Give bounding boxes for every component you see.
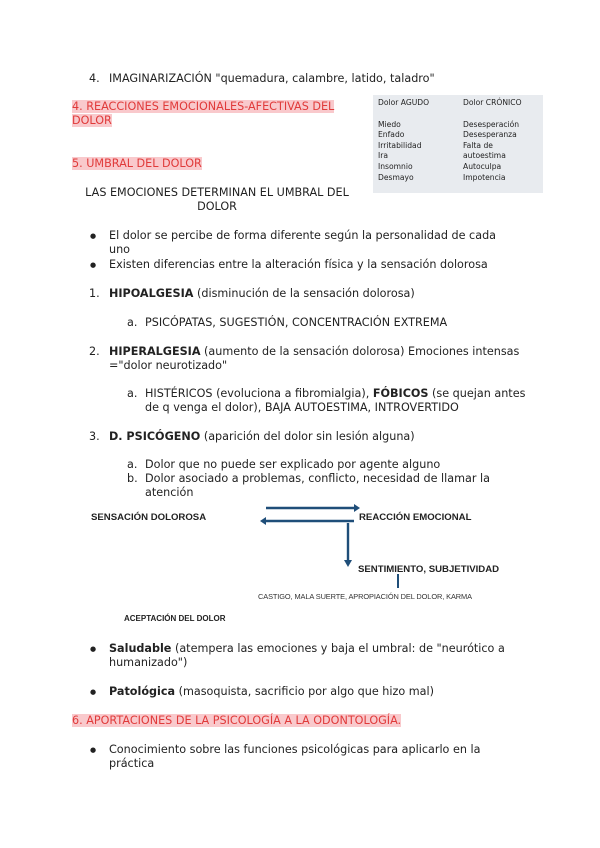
definition-line2: ="dolor neurotizado"	[109, 359, 228, 372]
sub-item	[127, 316, 448, 330]
term: HIPOALGESIA	[109, 287, 194, 300]
list-item-4	[89, 72, 435, 86]
acute-item: Ira	[378, 151, 389, 161]
section-title-line1: 4. REACCIONES EMOCIONALES-AFECTIVAS DEL	[72, 100, 335, 113]
chronic-item: Impotencia	[463, 172, 506, 182]
acute-column	[378, 98, 429, 183]
bullet-text: ● El dolor se percibe de forma diferente según la personalidad de cada	[109, 229, 497, 242]
sub-item	[127, 472, 545, 500]
sub-text: HISTÉRICOS (evoluciona a fibromialgia),	[145, 387, 373, 400]
diagram-aceptacion: ACEPTACIÓN DEL DOLOR	[124, 614, 226, 623]
bullet-item	[109, 685, 529, 699]
definition-line2: humanizado")	[109, 656, 188, 669]
sub-item	[127, 458, 441, 472]
term: Patológica	[109, 685, 176, 698]
numbered-item-1	[89, 287, 415, 301]
down-arrow	[342, 523, 354, 567]
diagram-sentimiento: SENTIMIENTO, SUBJETIVIDAD	[358, 564, 500, 575]
sub-text: Dolor asociado a problemas, conflicto, necesidad de llamar la	[145, 472, 490, 485]
definition: (aparición del dolor sin lesión alguna)	[200, 430, 415, 443]
sub-letter: a.	[127, 387, 138, 400]
section-title-line2: DOLOR	[72, 114, 112, 127]
sub-term: FÓBICOS	[372, 387, 429, 400]
sub-text: (se quejan antes	[428, 387, 526, 400]
bullet-item	[109, 642, 529, 670]
emotions-statement	[72, 186, 362, 214]
statement-line1: LAS EMOCIONES DETERMINAN EL UMBRAL DEL	[85, 186, 349, 199]
chronic-item: Desesperanza	[463, 130, 517, 140]
list-number: 3.	[89, 430, 100, 443]
list-number: 1.	[89, 287, 100, 300]
acute-item: Irritabilidad	[378, 140, 422, 150]
list-number: 4.	[89, 72, 100, 85]
definition: (disminución de la sensación dolorosa)	[193, 287, 415, 300]
definition: (aumento de la sensación dolorosa) Emociones intensas	[200, 345, 520, 358]
diagram-castigo: CASTIGO, MALA SUERTE, APROPIACIÓN DEL DOLOR, KARMA	[258, 592, 472, 601]
chronic-column	[463, 98, 522, 183]
definition: (masoquista, sacrificio por algo que hizo mal)	[175, 685, 435, 698]
definition: (atempera las emociones y baja el umbral: de "neurótico a	[171, 642, 505, 655]
bullet-item	[109, 229, 529, 257]
acute-item: Insomnio	[378, 161, 413, 171]
section-title: 5. UMBRAL DEL DOLOR	[72, 157, 202, 170]
chronic-item: autoestima	[463, 151, 506, 161]
small-down-arrow	[393, 574, 403, 590]
sub-letter: b.	[127, 472, 138, 485]
acute-item: Miedo	[378, 119, 401, 129]
chronic-item: Falta de	[463, 140, 493, 150]
sub-text-line2: de q venga el dolor), BAJA AUTOESTIMA, INTROVERTIDO	[145, 401, 459, 414]
section-heading-5	[72, 157, 202, 171]
diagram-reaccion: REACCIÓN EMOCIONAL	[359, 512, 472, 523]
sub-text: Dolor que no puede ser explicado por agente alguno	[145, 458, 441, 471]
chronic-header: Dolor CRÓNICO	[463, 98, 522, 107]
numbered-item-2	[89, 345, 549, 373]
sub-text: PSICÓPATAS, SUGESTIÓN, CONCENTRACIÓN EXTREMA	[145, 316, 448, 329]
term: HIPERALGESIA	[109, 345, 201, 358]
sub-letter: a.	[127, 458, 138, 471]
section-heading-4	[72, 100, 362, 128]
bullet-text: ● Existen diferencias entre la alteración física y la sensación dolorosa	[109, 258, 488, 271]
term: D. PSICÓGENO	[109, 430, 201, 443]
sub-text-line2: atención	[145, 486, 194, 499]
acute-item: Enfado	[378, 130, 405, 140]
bullet-item	[109, 743, 529, 771]
sub-item	[127, 387, 545, 415]
numbered-item-3	[89, 430, 415, 444]
section-heading-6	[72, 714, 401, 728]
acute-header: Dolor AGUDO	[378, 98, 430, 107]
bullet-item	[109, 258, 529, 272]
bullet-text: uno	[109, 243, 131, 256]
list-number: 2.	[89, 345, 100, 358]
bullet-text: práctica	[109, 757, 155, 770]
sub-letter: a.	[127, 316, 138, 329]
list-item-text: IMAGINARIZACIÓN "quemadura, calambre, latido, taladro"	[109, 72, 435, 85]
bullet-text: ● Conocimiento sobre las funciones psicológicas para aplicarlo en la	[109, 743, 481, 756]
acute-item: Desmayo	[378, 172, 414, 182]
pain-comparison-table	[373, 95, 543, 193]
statement-line2: DOLOR	[197, 200, 237, 213]
down-arrow-head	[344, 560, 352, 567]
chronic-item: Desesperación	[463, 119, 520, 129]
diagram-sensacion: SENSACIÓN DOLOROSA	[91, 512, 207, 523]
arrow-left-head	[260, 517, 266, 525]
arrow-right-head	[354, 504, 360, 512]
section-title: 6. APORTACIONES DE LA PSICOLOGÍA A LA ODONTOLOGÍA.	[72, 714, 402, 727]
chronic-item: Autoculpa	[463, 161, 502, 171]
term: Saludable	[109, 642, 172, 655]
